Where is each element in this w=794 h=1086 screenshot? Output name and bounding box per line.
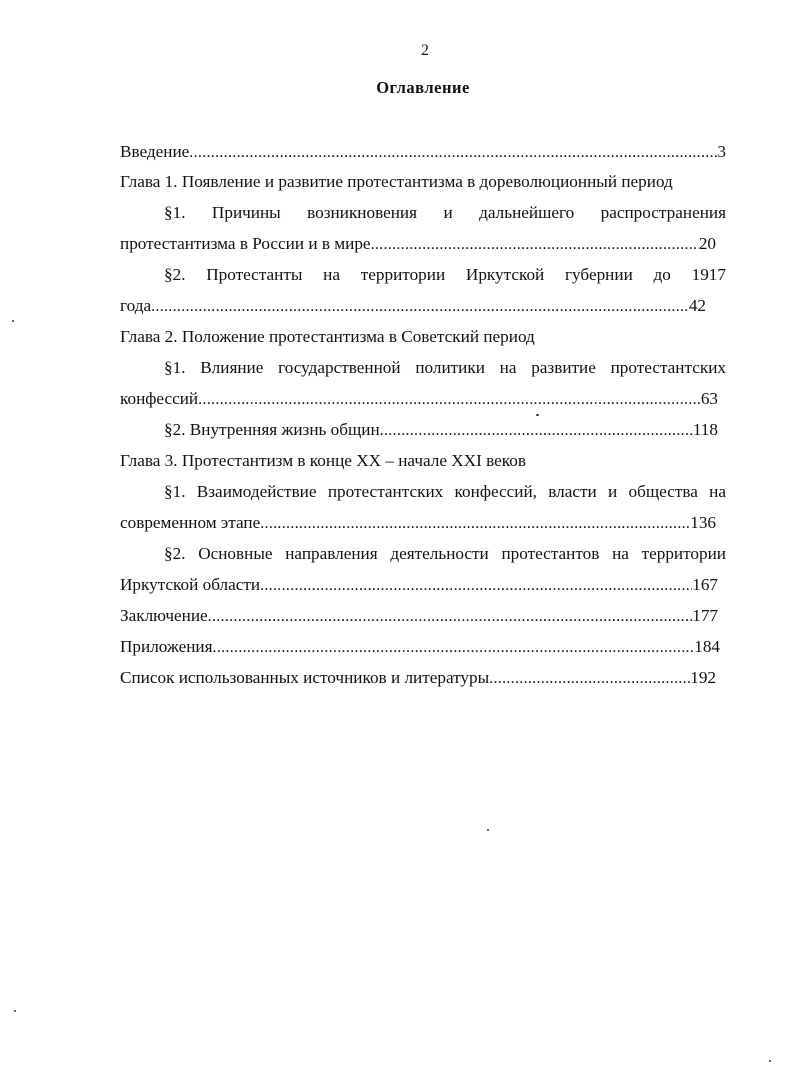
toc-entry-text: Иркутской области [120,575,261,594]
toc-section-2-2 [164,418,718,442]
dot-leader [189,141,717,165]
toc-entry-page: 136 [690,513,716,532]
toc-entry-page: 192 [690,668,716,687]
scan-speck [769,1060,771,1062]
dot-leader [198,388,701,412]
toc-entry-text: конфессий [120,389,199,408]
toc-section-1-2-line1: §2. Протестанты на территории Иркутской губернии до 1917 [164,265,726,284]
toc-entry-page: 20 [698,234,716,253]
toc-chapter-1 [120,170,726,194]
scan-speck [536,414,539,416]
toc-section-3-2-line2 [120,573,718,597]
toc-entry-page: 3 [717,142,726,161]
dot-leader [213,636,695,660]
toc-entry-sources [120,666,716,690]
toc-entry-text: Введение [120,142,190,161]
dot-leader [371,233,699,257]
toc-entry-page: 42 [688,296,706,315]
toc-section-2-1-line2 [120,387,718,411]
dot-leader [489,667,690,691]
toc-entry-page: 63 [700,389,718,408]
toc-section-3-2-line1: §2. Основные направления деятельности протестантов на территории [164,544,726,563]
toc-section-2-1-line1: §1. Влияние государственной политики на развитие протестантских [164,358,726,377]
toc-entry-text: Глава 2. Положение протестантизма в Советский период [120,327,535,346]
toc-section-1-2-line2 [120,294,706,318]
toc-entry-page: 167 [692,575,718,594]
toc-entry-text: Глава 3. Протестантизм в конце XX – начале XXI веков [120,451,526,470]
toc-entry-page: 118 [692,420,718,439]
toc-entry-text: Глава 1. Появление и развитие протестантизма в дореволюционный период [120,172,673,191]
toc-chapter-3 [120,449,726,473]
scan-speck [14,1010,16,1012]
dot-leader [260,512,690,536]
toc-chapter-2 [120,325,726,349]
scan-speck [12,320,14,322]
dot-leader [380,419,693,443]
toc-entry-text: современном этапе [120,513,261,532]
toc-entry-intro [120,140,726,164]
toc-entry-page: 177 [692,606,718,625]
toc-entry-text: года [120,296,152,315]
dot-leader [260,574,692,598]
toc-section-1-1-line2 [120,232,716,256]
toc-section-1-1-line1: §1. Причины возникновения и дальнейшего распространения [164,203,726,222]
toc-entry-conclusion [120,604,718,628]
scan-speck [487,829,489,831]
toc-entry-text: Приложения [120,637,213,656]
toc-entry-text: Заключение [120,606,208,625]
toc-entry-text: Список использованных источников и литературы [120,668,490,687]
toc-entry-appendices [120,635,720,659]
dot-leader [208,605,693,629]
toc-entry-text: протестантизма в России и в мире [120,234,371,253]
page-number: 2 [421,42,429,59]
toc-title: Оглавление [376,78,470,97]
toc-section-3-1-line2 [120,511,716,535]
dot-leader [151,295,689,319]
toc-section-3-1-line1: §1. Взаимодействие протестантских конфессий, власти и общества на [164,482,726,501]
toc-entry-page: 184 [694,637,720,656]
toc-entry-text: §2. Внутренняя жизнь общин [164,420,380,439]
